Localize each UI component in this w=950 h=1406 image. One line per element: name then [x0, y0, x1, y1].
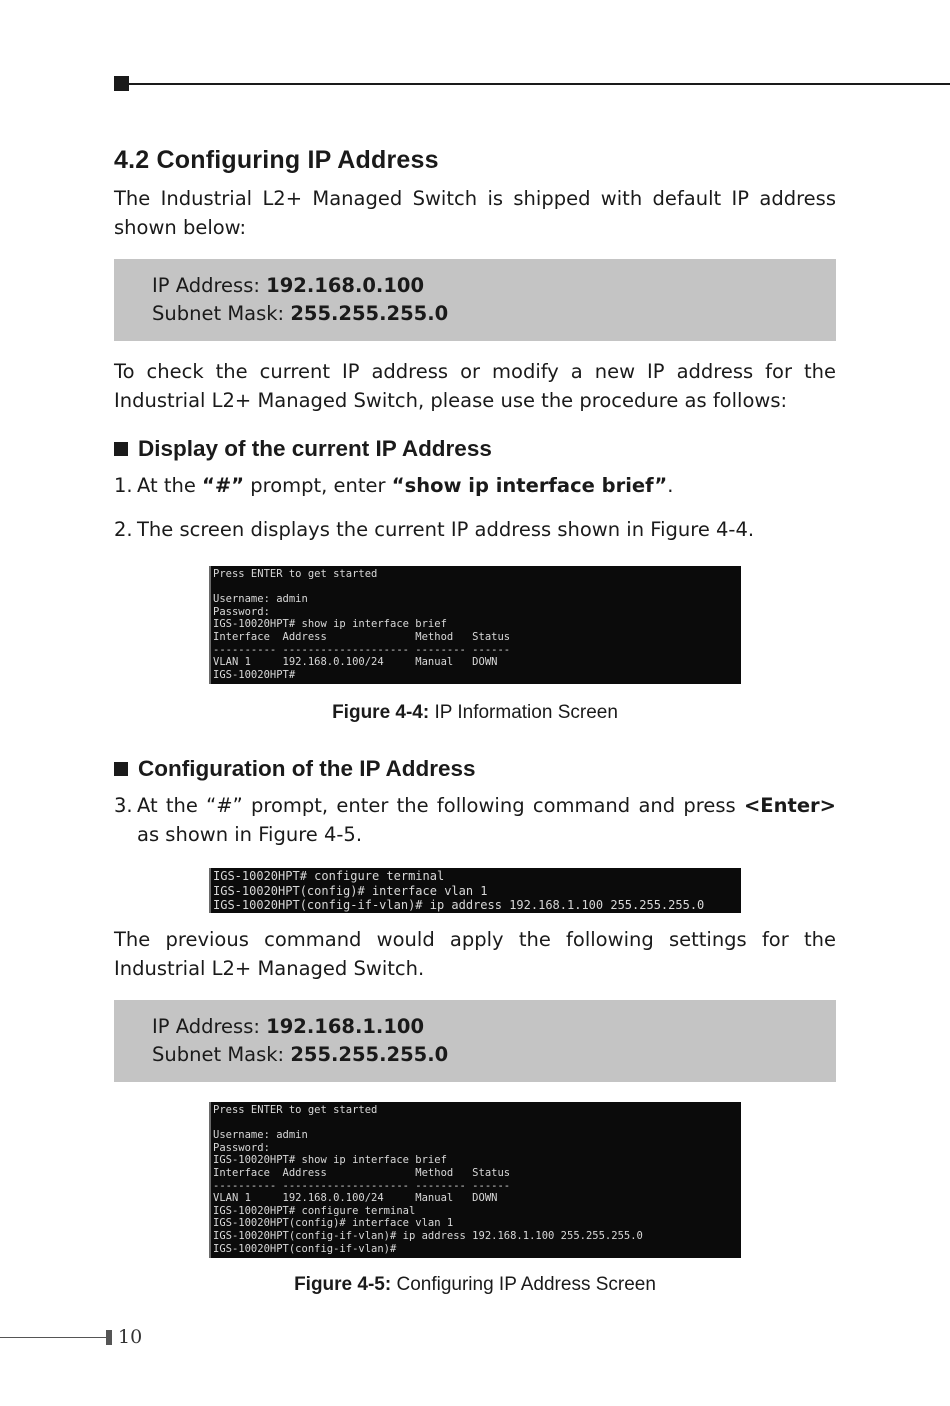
- mask-value: 255.255.255.0: [290, 1043, 449, 1066]
- config-heading: [114, 756, 476, 782]
- bullet-square-icon: [114, 762, 128, 776]
- step-number: 2.: [114, 518, 133, 541]
- step-text: The screen displays the current IP address shown in Figure 4-4.: [137, 518, 755, 541]
- mask-value: 255.255.255.0: [290, 302, 449, 325]
- new-mask-line: [152, 1041, 448, 1069]
- step-text: [137, 792, 836, 849]
- step-number: 3.: [114, 794, 133, 817]
- default-ip-line: [152, 272, 424, 300]
- step-text-part: .: [667, 474, 674, 497]
- new-ip-box: [114, 1000, 836, 1082]
- step-text-part: prompt, enter: [244, 474, 392, 497]
- step-1: [114, 472, 836, 502]
- terminal-screenshot-config-commands: IGS-10020HPT# configure terminal IGS-10020HPT(config)# interface vlan 1 IGS-10020HPT(config-if-vlan)# ip address 192.168.1.100 255.255.255.0: [209, 868, 741, 913]
- previous-command-paragraph: The previous command would apply the following settings for the Industrial L2+ Managed Switch.: [114, 928, 836, 980]
- ip-label: IP Address:: [152, 274, 267, 297]
- terminal-screenshot-configuring-ip: Press ENTER to get started Username: admin Password: IGS-10020HPT# show ip interface brief Interface Address Method Status ---------- -------------------- -------- ------ VLAN 1 192.168.0.100/24 Manual DOWN IGS-10020HPT# configure terminal IGS-10020HPT(config)# interface vlan 1 IGS-10020HPT(config-if-vlan)# ip address 192.168.1.100 255.255.255.0 IGS-10020HPT(config-if-vlan)#: [209, 1102, 741, 1258]
- step-3: [114, 792, 836, 852]
- step-text: [137, 472, 836, 501]
- step-number: 1.: [114, 474, 133, 497]
- default-mask-line: [152, 300, 448, 328]
- step-2: [114, 516, 836, 546]
- default-ip-box: [114, 259, 836, 341]
- page-number: 10: [118, 1326, 143, 1348]
- figure-title: IP Information Screen: [429, 702, 618, 723]
- header-square-mark: [114, 76, 129, 91]
- footer-tick-mark: [106, 1330, 112, 1345]
- step-text-part: At the: [137, 474, 203, 497]
- intro-paragraph: The Industrial L2+ Managed Switch is shipped with default IP address shown below:: [114, 187, 836, 239]
- ip-value: 192.168.1.100: [266, 1015, 425, 1038]
- figure-title: Configuring IP Address Screen: [391, 1274, 656, 1295]
- figure-label: Figure 4-5:: [294, 1274, 392, 1295]
- header-rule: [128, 83, 950, 85]
- command-text: “show ip interface brief”: [391, 474, 668, 497]
- display-heading-text: Display of the current IP Address: [138, 436, 492, 461]
- mask-label: Subnet Mask:: [152, 1043, 291, 1066]
- prompt-symbol: “#”: [202, 474, 245, 497]
- procedure-paragraph: To check the current IP address or modify a new IP address for the Industrial L2+ Managed Switch, please use the procedure as follows:: [114, 360, 836, 412]
- step-text-part: At the “#” prompt, enter the following command and press: [137, 794, 744, 817]
- terminal-screenshot-ip-info: Press ENTER to get started Username: admin Password: IGS-10020HPT# show ip interface brief Interface Address Method Status ---------- -------------------- -------- ------ VLAN 1 192.168.0.100/24 Manual DOWN IGS-10020HPT#: [209, 566, 741, 684]
- bullet-square-icon: [114, 442, 128, 456]
- enter-key-text: <Enter>: [743, 794, 836, 817]
- step-text-part: as shown in Figure 4-5.: [137, 822, 363, 846]
- section-title: 4.2 Configuring IP Address: [114, 146, 439, 174]
- figure-caption: [209, 702, 741, 724]
- footer-rule: [0, 1337, 106, 1338]
- mask-label: Subnet Mask:: [152, 302, 291, 325]
- figure-label: Figure 4-4:: [332, 702, 430, 723]
- figure-caption: [209, 1274, 741, 1296]
- display-heading: [114, 436, 492, 462]
- new-ip-line: [152, 1013, 424, 1041]
- ip-value: 192.168.0.100: [266, 274, 425, 297]
- ip-label: IP Address:: [152, 1015, 267, 1038]
- config-heading-text: Configuration of the IP Address: [138, 756, 476, 781]
